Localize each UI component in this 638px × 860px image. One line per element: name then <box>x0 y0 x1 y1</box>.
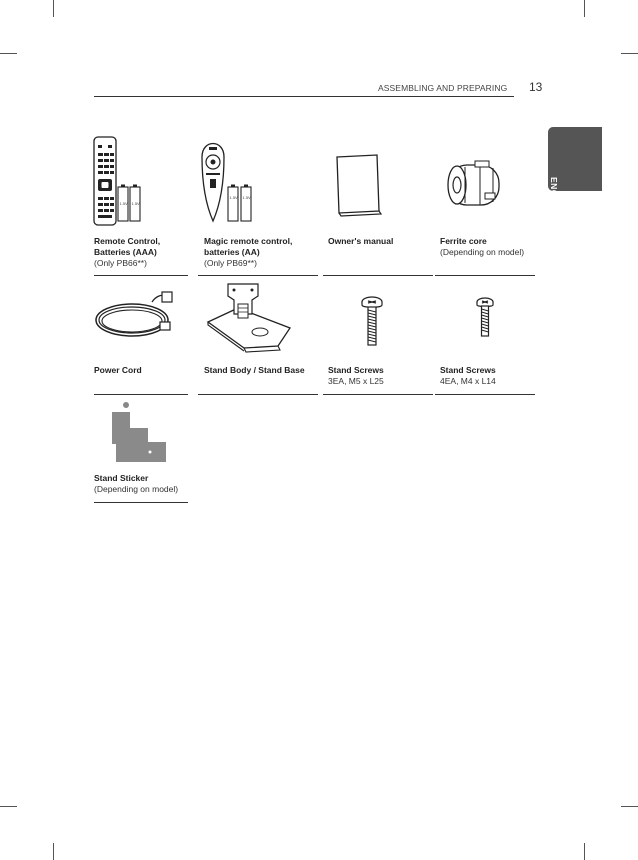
item-rule <box>323 394 433 395</box>
accessory-title: Ferrite core <box>440 236 487 246</box>
battery-voltage: 1.5V <box>131 201 140 206</box>
stand-body-base-icon <box>198 282 308 362</box>
owners-manual-icon <box>323 135 433 230</box>
accessory-title: Stand Sticker <box>94 473 149 483</box>
stand-screw-m4-icon <box>435 282 535 362</box>
accessory-title: Stand Screws <box>328 365 384 375</box>
item-rule <box>94 275 188 276</box>
accessory-title: Magic remote control, batteries (AA) <box>204 236 293 257</box>
item-rule <box>198 275 318 276</box>
page-number: 13 <box>529 80 543 94</box>
battery-voltage: 1.5V <box>229 195 238 200</box>
accessory-note: 4EA, M4 x L14 <box>440 376 496 386</box>
language-tab <box>548 127 602 219</box>
crop-mark <box>0 53 17 54</box>
accessory-magic-remote <box>198 135 318 277</box>
accessory-remote-control <box>94 135 190 277</box>
remote-control-batteries-aaa-icon <box>94 135 190 230</box>
language-tab-label: ENGLISH <box>549 177 559 219</box>
crop-mark <box>53 0 54 17</box>
crop-mark <box>53 843 54 860</box>
accessory-stand-body-base <box>198 282 318 396</box>
accessory-power-cord <box>94 282 190 396</box>
header-rule <box>94 96 514 97</box>
battery-voltage: 1.5V <box>119 201 128 206</box>
accessory-title: Remote Control, Batteries (AAA) <box>94 236 161 257</box>
accessory-title: Power Cord <box>94 365 142 375</box>
crop-mark <box>0 806 17 807</box>
accessory-note: 3EA, M5 x L25 <box>328 376 384 386</box>
magic-remote-batteries-aa-icon <box>198 135 268 230</box>
accessory-note: (Only PB69**) <box>204 258 257 268</box>
item-rule <box>198 394 318 395</box>
stand-screw-m5-icon <box>323 282 433 362</box>
accessory-title: Stand Body / Stand Base <box>204 365 305 375</box>
accessory-stand-screws-m4 <box>435 282 535 396</box>
crop-mark <box>621 806 638 807</box>
accessory-note: (Depending on model) <box>94 484 179 494</box>
crop-mark <box>621 53 638 54</box>
item-rule <box>435 394 535 395</box>
ferrite-core-icon <box>435 135 535 230</box>
stand-sticker-icon <box>94 398 190 470</box>
crop-mark <box>584 0 585 17</box>
section-title: ASSEMBLING AND PREPARING <box>378 83 508 93</box>
accessory-stand-sticker <box>94 398 190 504</box>
item-rule <box>323 275 433 276</box>
item-rule <box>94 502 188 503</box>
accessory-note: (Depending on model) <box>440 247 525 257</box>
item-rule <box>94 394 188 395</box>
accessory-stand-screws-m5 <box>323 282 433 396</box>
crop-mark <box>584 843 585 860</box>
accessory-title: Stand Screws <box>440 365 496 375</box>
accessory-ferrite-core <box>435 135 535 277</box>
item-rule <box>435 275 535 276</box>
accessory-owners-manual <box>323 135 433 277</box>
accessory-note: (Only PB66**) <box>94 258 147 268</box>
accessory-title: Owner's manual <box>328 236 394 246</box>
battery-voltage: 1.5V <box>242 195 251 200</box>
power-cord-icon <box>94 282 190 362</box>
